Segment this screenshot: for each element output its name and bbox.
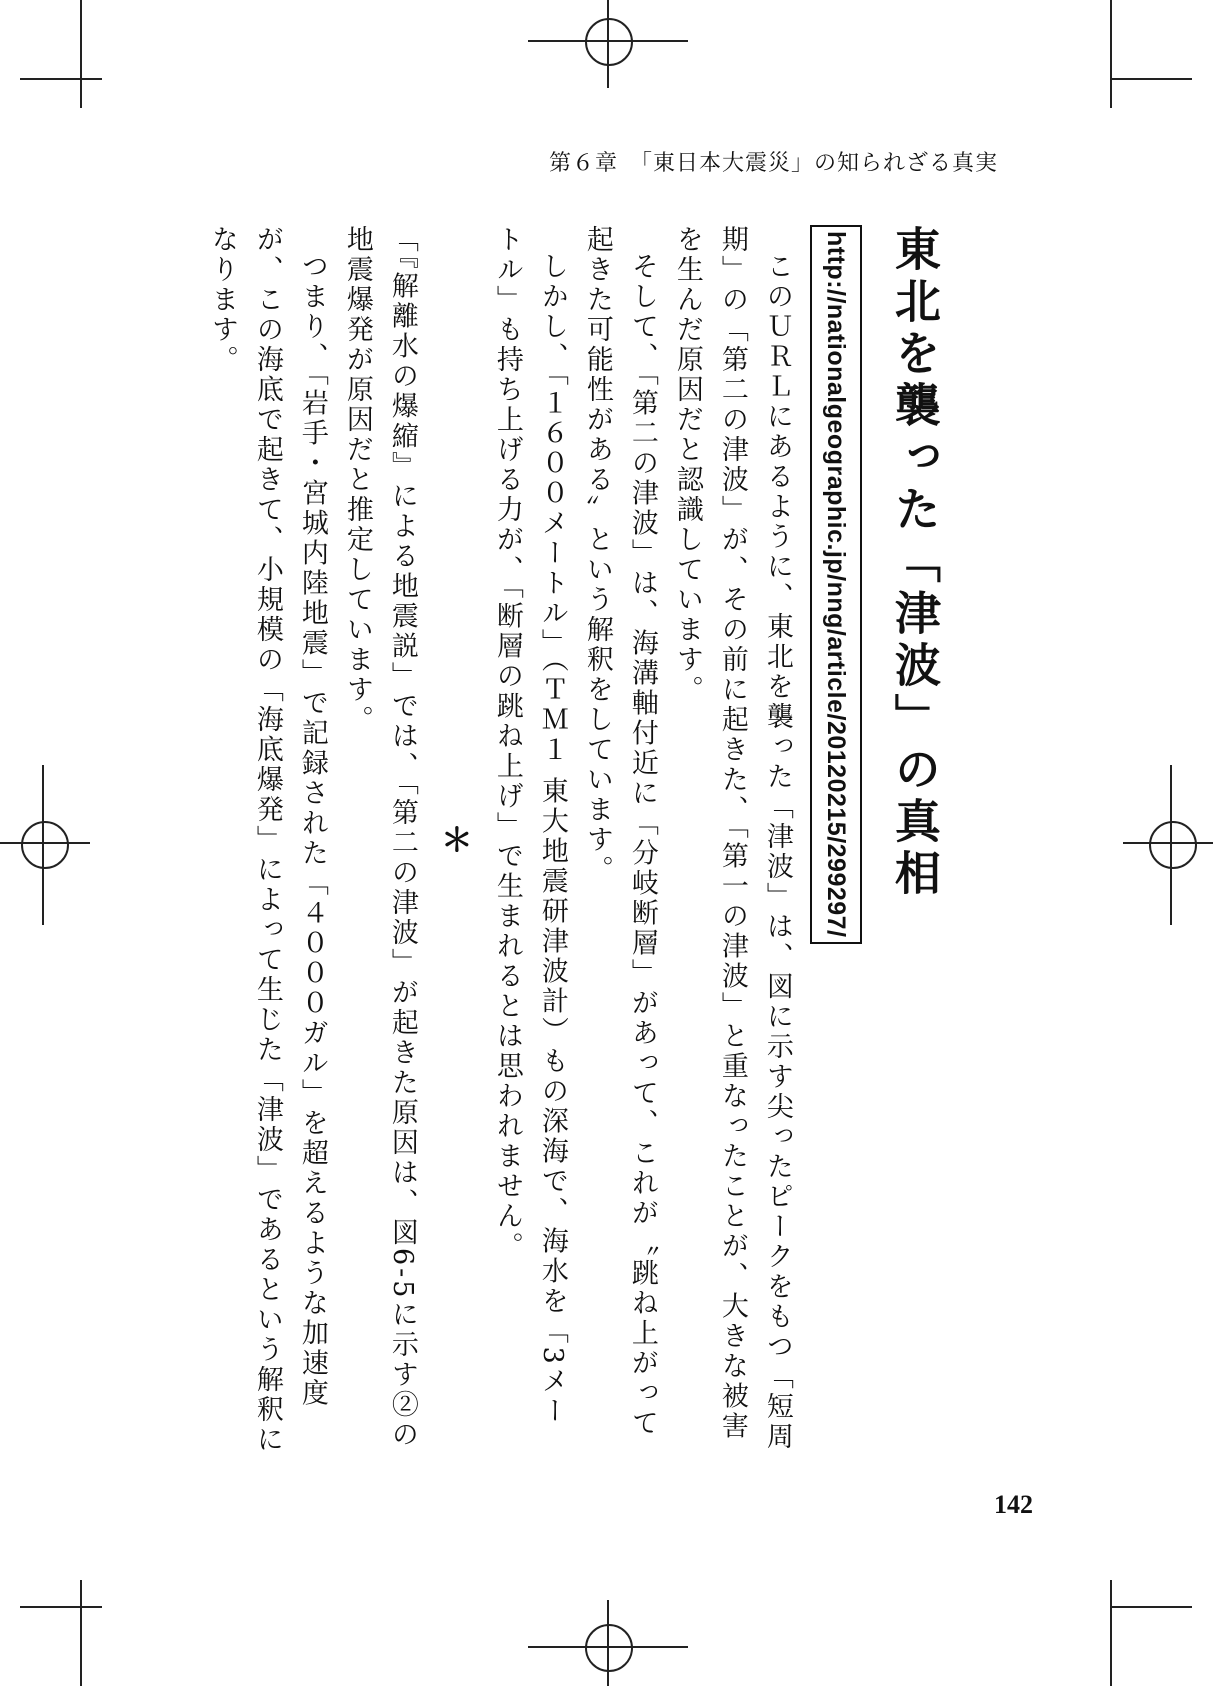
- crop-mark-top-left-h: [20, 78, 102, 80]
- crop-mark-bottom-right-h: [1110, 1606, 1192, 1608]
- page-number: 142: [994, 1490, 1033, 1519]
- paragraph: このＵＲＬにあるように、東北を襲った「津波」は、図に示す尖ったピークをもつ「短周期」の「第二の津波」が、その前に起きた、「第一の津波」と重なったことが、大きな被害を生んだ原因だと認識しています。: [671, 225, 793, 1452]
- crop-mark-bottom-left-h: [20, 1606, 102, 1608]
- crop-mark-bottom-left-v: [80, 1580, 82, 1686]
- section-heading: 東北を襲った「津波」の真相: [887, 225, 942, 901]
- body-text: [206, 225, 988, 1455]
- paragraph: しかし、「１６００メートル」（ＴＭ１ 東大地震研津波計）もの深海で、海水を「3メートル」も持ち上げる力が、「断層の跳ね上げ」で生まれるとは思われません。: [491, 225, 568, 1427]
- crop-mark-top-right-v: [1110, 0, 1112, 108]
- paragraph: そして、「第二の津波」は、海溝軸付近に「分岐断層」があって、これが〝跳ね上がって起きた可能性がある〟という解釈をしています。: [581, 225, 658, 1439]
- paragraph: つまり、「岩手・宮城内陸地震」で記録された「４０００ガル」を超えるような加速度が、この海底で起きて、小規模の「海底爆発」によって生じた「津波」であるという解釈になります。: [206, 225, 328, 1455]
- crop-mark-top-right-h: [1110, 78, 1192, 80]
- section-separator: ＊: [435, 822, 474, 858]
- crop-mark-top-left-v: [80, 0, 82, 108]
- crop-mark-bottom-right-v: [1110, 1580, 1112, 1686]
- url-link[interactable]: http://nationalgeographic.jp/nng/article/20120215/299297/: [810, 225, 862, 944]
- running-header: 第６章 「東日本大震災」の知られざる真実: [548, 151, 998, 176]
- paragraph: 「『解離水の爆縮』による地震説」では、「第二の津波」が起きた原因は、図6-5に示す②の地震爆発が原因だと推定しています。: [341, 225, 418, 1451]
